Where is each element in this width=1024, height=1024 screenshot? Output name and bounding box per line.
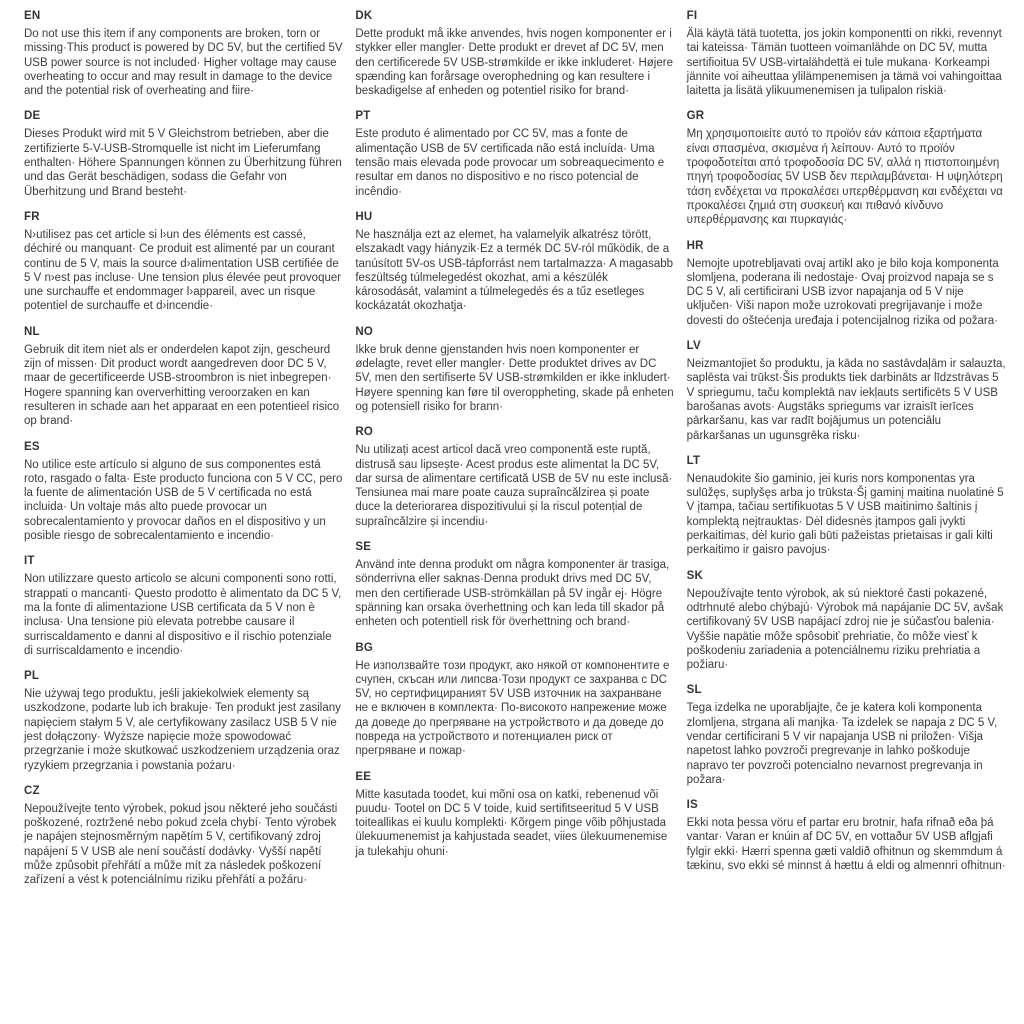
language-section-hu [355,211,674,314]
language-text: Nenaudokite šio gaminio, jei kuris nors komponentas yra sulūžęs, suplyšęs arba jo trūksta·Šį gaminį maitina nuolatinė 5 V įtampa, tačiau sertifikuotas 5 V USB maitinimo šaltinis į komplektą neįtrauktas· Dėl didesnės įtampos gali įvykti perkaitimas, dėl kurio gali būti pažeistas prietaisas ir gali kilti perkaitimo ir gaisro pavojus· [686,472,1004,557]
language-code: SK [686,569,704,582]
language-text: Ikke bruk denne gjenstanden hvis noen komponenter er ødelagte, revet eller mangler· Dette produktet drives av DC 5V, men den sertifiserte 5V USB-strømkilden er ikke inkludert· Høyere spenning kan føre til overoppheting, skade på enheten og potensiell risiko for brann· [355,343,674,413]
language-section-no [355,326,674,414]
language-section-en [24,10,343,98]
language-code: DK [355,10,373,22]
language-section-ee [355,771,674,859]
language-code: PL [24,670,40,683]
language-code: BG [355,641,373,654]
language-text: Nemojte upotrebljavati ovaj artikl ako je bilo koja komponenta slomljena, poderana ili nedostaje· Ovaj proizvod napaja se s DC 5 V, ali certificirani USB izvor napajanja od 5 V nije uključen· Viši napon može uzrokovati pregrijavanje i može dovesti do oštećenja uređaja i potencijalnog rizika od požara· [686,257,999,327]
language-text: Este produto é alimentado por CC 5V, mas a fonte de alimentação USB de 5V certificada não está incluída· Uma tensão mais elevada pode provocar um sobreaquecimento e resultar em danos no dispositivo e no risco potencial de incêndio· [355,128,665,198]
language-text: Neizmantojiet šo produktu, ja kāda no sastāvdaļām ir salauzta, saplēsta vai trūkst·Šis produkts tiek darbināts ar līdzstrāvas 5 V spriegumu, taču komplektā nav iekļauts sertificēts 5 V USB barošanas avots· Augstāks spriegums var izraisīt ierīces pārkaršanu, kas var radīt bojājumus un potenciālu pārkaršanas un ugunsgrēka risku· [686,358,1006,442]
language-section-fi [687,10,1006,98]
language-section-bg [355,642,674,759]
language-text: N›utilisez pas cet article si l›un des éléments est cassé, déchiré ou manquant· Ce produit est alimenté par un courant continu de 5 V, mais la source d›alimentation USB certifiée de 5 V n›est pas incluse· Une tension plus élevée peut provoquer une surchauffe et endommager l›appareil, avec un risque potentiel de surchauffe et d›incendie· [24,228,342,313]
language-text: Nie używaj tego produktu, jeśli jakiekolwiek elementy są uszkodzone, podarte lub ich brakuje· Ten produkt jest zasilany napięciem stałym 5 V, ale certyfikowany zasilacz USB 5 V nie jest dołączony· Wyższe napięcie może spowodować przegrzanie i może skutkować uszkodzeniem urządzenia oraz ryzykiem przegrzania i powstania pożaru· [24,688,341,772]
language-text: Non utilizzare questo articolo se alcuni componenti sono rotti, strappati o mancanti· Questo prodotto è alimentato da DC 5 V, ma la fonte di alimentazione USB certificata da 5 V non è inclusa· Una tensione più elevata potrebbe causare il surriscaldamento e danni al dispositivo e il rischio potenziale di surriscaldamento e incendio· [24,573,342,657]
language-code: LT [686,454,701,467]
language-code: LV [686,340,701,353]
language-text: Nepoužívejte tento výrobek, pokud jsou některé jeho součásti poškozené, roztržené nebo pokud zcela chybí· Tento výrobek je napájen stejnosměrným napětím 5 V, certifikovaný zdroj napájení 5 V USB ale není součástí dodávky· Vyšší napětí může způsobit přehřátí a může mít za následek poškození zařízení a vést k potenciálnímu riziku přehřátí a požáru· [24,802,338,887]
language-text: Не използвайте този продукт, ако някой от компонентите е счупен, скъсан или липсва·Този продукт се захранва с DC 5V, но сертифицираният 5V USB източник на захранване не е включен в комплекта· По-високото напрежение може да доведе до прегряване на устройството и да доведе до повреда на устройството и потенциален риск от прегряване и пожар· [355,659,670,758]
language-code: SE [355,541,372,554]
language-text: Do not use this item if any components are broken, torn or missing·This product is powered by DC 5V, but the certified 5V USB power source is not included· Higher voltage may cause overheating to occur and may result in damage to the device and the potential risk of overheating and fiire· [24,28,343,98]
language-code: RO [355,426,373,439]
language-section-ro [355,426,674,529]
language-code: IT [24,555,35,568]
language-section-lv [687,340,1006,443]
language-section-cz [24,785,343,888]
language-section-it [24,555,343,658]
language-code: DE [24,110,41,123]
language-code: GR [686,110,705,123]
language-section-pl [24,670,343,773]
language-code: ES [24,440,40,453]
language-section-is [687,799,1006,873]
language-text: Gebruik dit item niet als er onderdelen kapot zijn, gescheurd zijn of missen· Dit product wordt aangedreven door DC 5 V, maar de gecertificeerde USB-stroombron is niet inbegrepen· Hogere spanning kan oververhitting veroorzaken en kan resulteren in schade aan het apparaat en een potentieel risico op brand· [24,343,340,428]
language-text: Μη χρησιμοποιείτε αυτό το προϊόν εάν κάποια εξαρτήματα είναι σπασμένα, σκισμένα ή λείπουν· Αυτό το προϊόν τροφοδοτείται από τροφοδοσία DC 5V, αλλά η πιστοποιημένη πηγή τροφοδοσίας 5V USB δεν περιλαμβάνεται· Η υψηλότερη τάση ενδέχεται να προκαλέσει υπερθέρμανση και ενδέχεται να προκαλέσει ζημιά στη συσκευή και πιθανό κίνδυνο υπερθέρμανσης και πυρκαγιάς· [686,128,1003,227]
language-code: FI [686,10,698,22]
language-code: FR [24,210,40,223]
language-section-de [24,110,343,198]
language-section-nl [24,326,343,429]
language-section-sl [687,684,1006,787]
language-code: SL [686,684,702,697]
language-code: NL [24,325,40,338]
language-code: NO [355,325,373,338]
column-2 [355,10,674,871]
language-section-es [24,441,343,544]
language-text: Ekki nota þessa vöru ef partar eru brotnir, hafa rifnað eða þá vantar· Varan er knúin af DC 5V, en vottaður 5V USB aflgjafi fylgir ekki· Hærri spenna gæti valdið ofhitnun og skemmdum á tækinu, svo ekki sé minnst á hættu á eldi og almennri ofhitnun· [686,817,1006,873]
language-text: Ne használja ezt az elemet, ha valamelyik alkatrész törött, elszakadt vagy hiányzik·Ez a termék DC 5V-ról működik, de a tanúsított 5V-os USB-tápforrást nem tartalmazza· A magasabb feszültség túlmelegedést okozhat, ami a készülék károsodását, valamint a túlmelegedés és a tűz esetleges kockázatát okozhatja· [355,228,674,313]
language-code: HU [355,210,373,223]
language-section-gr [687,110,1006,227]
language-text: Dette produkt må ikke anvendes, hvis nogen komponenter er i stykker eller mangler· Dette produkt er drevet af DC 5V, men den certificerede 5V USB-strømkilde er ikke inkluderet· Højere spænding kan forårsage overophedning og kan resultere i beskadigelse af enheden og potentiel risiko for brand· [355,28,673,98]
language-code: EE [355,770,372,783]
language-code: HR [686,239,704,252]
language-text: Dieses Produkt wird mit 5 V Gleichstrom betrieben, aber die zertifizierte 5-V-USB-Stromquelle ist nicht im Lieferumfang enthalten· Höhere Spannungen können zu Überhitzung führen und das Gerät beschädigen, sodass die Gefahr von Überhitzung und Brand besteht· [24,128,342,198]
language-code: PT [355,110,371,123]
language-code: EN [24,10,41,22]
language-section-dk [355,10,674,98]
language-code: IS [686,799,698,812]
language-code: CZ [24,784,40,797]
language-section-lt [687,455,1006,558]
column-1 [24,10,343,900]
language-text: Mitte kasutada toodet, kui mõni osa on katki, rebenenud või puudu· Tootel on DC 5 V toide, kuid sertifitseeritud 5 V USB toiteallikas ei kuulu komplekti· Kõrgem pinge võib põhjustada ülekuumenemist ja kahjustada seadet, viies ülekuumenemise ja tulekahju ohuni· [355,788,668,858]
language-text: Älä käytä tätä tuotetta, jos jokin komponentti on rikki, revennyt tai kateissa· Tämän tuotteen voimanlähde on DC 5V, mutta sertifioitua 5V USB-virtalähdettä ei tule mukana· Korkeampi jännite voi aiheuttaa ylilämpenemisen ja tämä voi vahingoittaa laitetta ja lisätä ylikuumenemisen ja tulipalon riskiä· [686,28,1002,98]
language-section-hr [687,240,1006,328]
language-text: Nu utilizați acest articol dacă vreo componentă este ruptă, distrusă sau lipsește· Acest produs este alimentat la DC 5V, dar sursa de alimentare certificată USB de 5V nu este inclusă· Tensiunea mai mare poate cauza supraîncălzirea și poate duce la deteriorarea dispozitivului și la riscul potențial de supraîncălzire și incendiu· [355,444,673,528]
language-section-sk [687,570,1006,673]
language-text: Använd inte denna produkt om några komponenter är trasiga, sönderrivna eller saknas·Denna produkt drivs med DC 5V, men den certifierade USB-strömkällan på 5V ingår ej· Högre spänning kan orsaka överhettning och kan leda till skador på enheten och potentiell risk för överhettning och brand· [355,559,670,629]
language-text: Nepoužívajte tento výrobok, ak sú niektoré časti pokazené, odtrhnuté alebo chýbajú· Výrobok má napájanie DC 5V, avšak certifikovaný 5V USB napájací zdroj nie je súčasťou balenia· Vyššie napätie môže spôsobiť prehriatie, čo môže viesť k poškodeniu zariadenia a potenciálnemu riziku prehriatia a požiaru· [686,587,1004,672]
language-text: Tega izdelka ne uporabljajte, če je katera koli komponenta zlomljena, strgana ali manjka· Ta izdelek se napaja z DC 5 V, vendar certificirani 5 V vir napajanja USB ni priložen· Višja napetost lahko povzroči pregrevanje in lahko poškoduje napravo ter povzroči potencialno nevarnost pregrevanja in požara· [686,702,998,786]
language-section-pt [355,110,674,198]
language-section-se [355,541,674,629]
language-section-fr [24,211,343,314]
language-text: No utilice este artículo si alguno de sus componentes está roto, rasgado o falta· Este producto funciona con 5 V CC, pero la fuente de alimentación USB de 5 V certificada no está incluida· Un voltaje más alto puede provocar un sobrecalentamiento y provocar daños en el dispositivo y un posible riesgo de sobrecalentamiento e incendio· [24,458,343,543]
column-3 [687,10,1006,885]
